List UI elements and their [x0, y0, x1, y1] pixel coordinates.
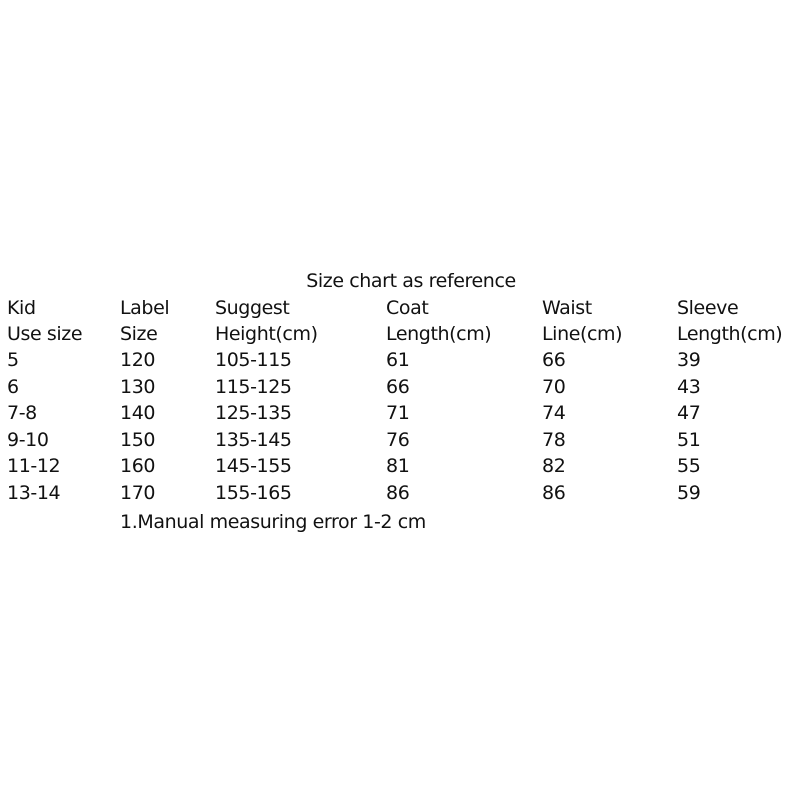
table-row [7, 480, 797, 507]
header-suggest-height: Suggest Height(cm) [215, 297, 318, 345]
cell-waist-line: 82 [542, 455, 566, 478]
cell-kid-use-size: 13-14 [7, 481, 61, 504]
cell-label-size: 120 [120, 349, 156, 371]
cell-waist-line: 66 [542, 349, 566, 371]
cell-coat-length: 71 [386, 402, 410, 425]
cell-sleeve-length: 59 [677, 481, 701, 504]
cell-label-size: 130 [120, 375, 156, 398]
header-waist-line: Waist Line(cm) [542, 297, 623, 345]
cell-waist-line: 86 [542, 481, 566, 504]
cell-suggest-height: 135-145 [215, 428, 292, 451]
table-row [7, 453, 797, 480]
table-row [7, 347, 797, 374]
table-row [7, 374, 797, 401]
cell-sleeve-length: 51 [677, 428, 701, 451]
chart-title: Size chart as reference [306, 270, 516, 292]
cell-coat-length: 76 [386, 428, 410, 451]
cell-kid-use-size: 7-8 [7, 402, 37, 425]
header-label-size: Label Size [120, 297, 170, 345]
cell-suggest-height: 155-165 [215, 481, 292, 504]
header-sleeve-length: Sleeve Length(cm) [677, 297, 783, 345]
cell-label-size: 160 [120, 455, 156, 478]
size-table [7, 295, 797, 507]
cell-suggest-height: 125-135 [215, 402, 292, 425]
cell-waist-line: 74 [542, 402, 566, 425]
header-coat-length: Coat Length(cm) [386, 297, 492, 345]
table-header-row [7, 295, 797, 347]
cell-sleeve-length: 43 [677, 375, 701, 398]
cell-coat-length: 61 [386, 349, 410, 371]
cell-kid-use-size: 6 [7, 375, 19, 398]
header-kid-use-size: Kid Use size [7, 297, 83, 345]
cell-suggest-height: 105-115 [215, 349, 292, 371]
cell-kid-use-size: 9-10 [7, 428, 49, 451]
cell-sleeve-length: 39 [677, 349, 701, 371]
table-row [7, 427, 797, 454]
cell-sleeve-length: 47 [677, 402, 701, 425]
cell-coat-length: 86 [386, 481, 410, 504]
cell-sleeve-length: 55 [677, 455, 701, 478]
cell-kid-use-size: 5 [7, 349, 19, 371]
cell-suggest-height: 115-125 [215, 375, 292, 398]
cell-coat-length: 66 [386, 375, 410, 398]
cell-suggest-height: 145-155 [215, 455, 292, 478]
table-row [7, 400, 797, 427]
measuring-note: 1.Manual measuring error 1-2 cm [120, 511, 426, 533]
cell-waist-line: 78 [542, 428, 566, 451]
cell-kid-use-size: 11-12 [7, 455, 61, 478]
cell-label-size: 140 [120, 402, 156, 425]
cell-label-size: 150 [120, 428, 156, 451]
cell-coat-length: 81 [386, 455, 410, 478]
cell-waist-line: 70 [542, 375, 566, 398]
cell-label-size: 170 [120, 481, 156, 504]
